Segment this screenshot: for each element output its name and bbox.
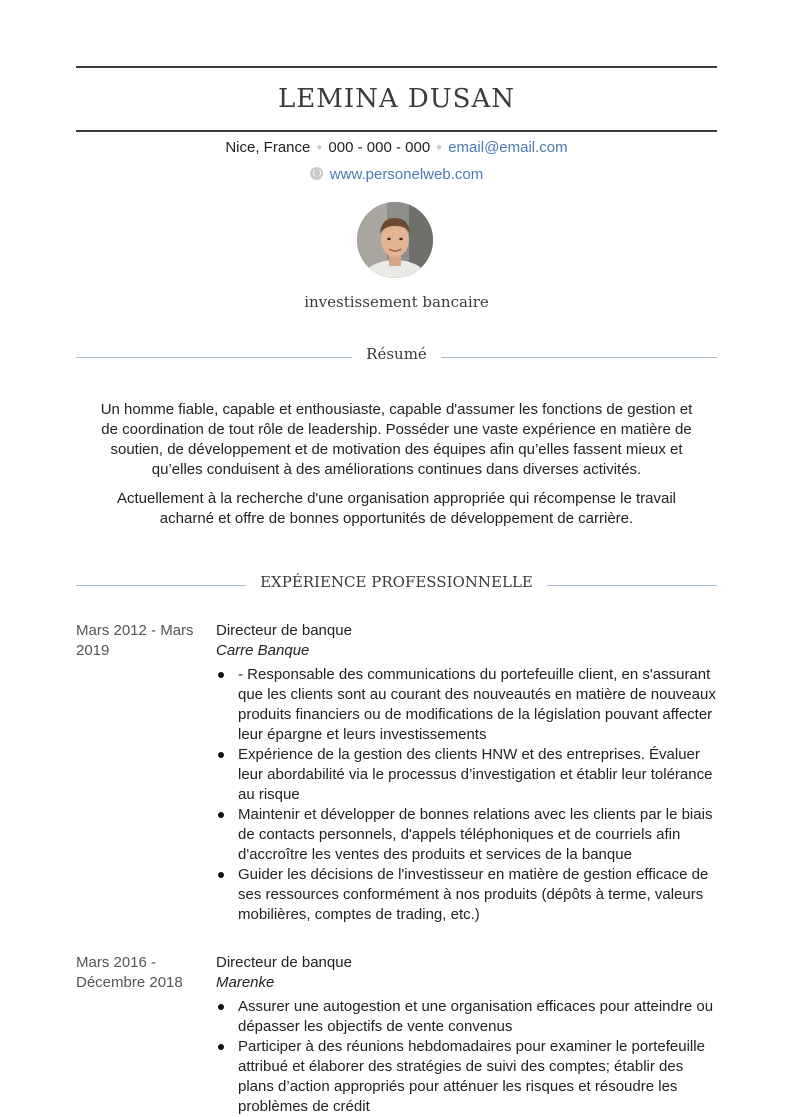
- bullet-item: Participer à des réunions hebdomadaires pour examiner le portefeuille attribué et élaborer des stratégies de suivi des comptes; établir des plans d’action appropriés pour atténuer les risques et résoudre les problèmes de crédit: [216, 1037, 716, 1117]
- top-rule: [76, 66, 717, 68]
- bullet-item: Maintenir et développer de bonnes relations avec les clients par le biais de contacts personnels, d'appels téléphoniques et de courriels afin d'accroître les ventes des produits et services de la banque: [216, 805, 716, 865]
- entry-bullets: [216, 665, 716, 925]
- entry-company: Marenke: [216, 974, 275, 991]
- summary-paragraph: Un homme fiable, capable et enthousiaste, capable d'assumer les fonctions de gestion et de coordination de tout rôle de leadership. Posséder une vaste expérience en matière de soutien, de développement et de motivation des équipes afin qu’elles fassent mieux et qu’elles conduisent à des améliorations continues dans diverses activités.: [100, 401, 693, 478]
- headline: investissement bancaire: [304, 293, 489, 311]
- separator-dot: ●: [316, 142, 323, 153]
- website-line: [76, 165, 717, 185]
- candidate-name: LEMINA DUSAN: [277, 84, 516, 114]
- website-link[interactable]: www.personelweb.com: [329, 166, 484, 183]
- summary-heading-label: Résumé: [352, 345, 441, 363]
- entry-body: [216, 621, 716, 925]
- contact-line: [76, 138, 717, 158]
- entry-role: Directeur de banque: [216, 622, 352, 639]
- summary-text: [76, 400, 717, 538]
- bullet-item: Guider les décisions de l'investisseur en matière de gestion efficace de ses ressources conformément à nos produits (dépôts à terme, valeurs mobilières, comptes de trading, etc.): [216, 865, 716, 925]
- bottom-rule: [76, 130, 717, 132]
- location: Nice, France: [225, 139, 311, 156]
- entry-role: Directeur de banque: [216, 954, 352, 971]
- email-link[interactable]: email@email.com: [448, 139, 568, 156]
- profile-photo: [357, 202, 433, 278]
- experience-heading-label: EXPÉRIENCE PROFESSIONNELLE: [246, 573, 547, 591]
- entry-company: Carre Banque: [216, 642, 310, 659]
- entry-dates: Mars 2012 - Mars 2019: [76, 622, 194, 659]
- phone: 000 - 000 - 000: [328, 139, 431, 156]
- entry-body: [216, 953, 716, 1117]
- bullet-item: - Responsable des communications du portefeuille client, en s'assurant que les clients sont au courant des nouveautés en matière de nouveaux produits financiers ou de modifications de la législation pouvant affecter leur épargne et leurs investissements: [216, 665, 716, 745]
- entry-dates: Mars 2016 - Décembre 2018: [76, 954, 183, 991]
- bullet-item: Expérience de la gestion des clients HNW et des entreprises. Évaluer leur abordabilité via le processus d’investigation et établir leur tolérance au risque: [216, 745, 716, 805]
- separator-dot: ●: [436, 142, 443, 153]
- entry-bullets: [216, 997, 716, 1117]
- bullet-item: Assurer une autogestion et une organisation efficaces pour atteindre ou dépasser les objectifs de vente convenus: [216, 997, 716, 1037]
- experience-heading: [76, 572, 717, 594]
- avatar: [357, 202, 433, 278]
- summary-paragraph: Actuellement à la recherche d'une organisation appropriée qui récompense le travail acharné et offre de bonnes opportunités de développement de carrière.: [116, 490, 677, 527]
- summary-heading: [76, 344, 717, 366]
- globe-icon: [310, 167, 323, 180]
